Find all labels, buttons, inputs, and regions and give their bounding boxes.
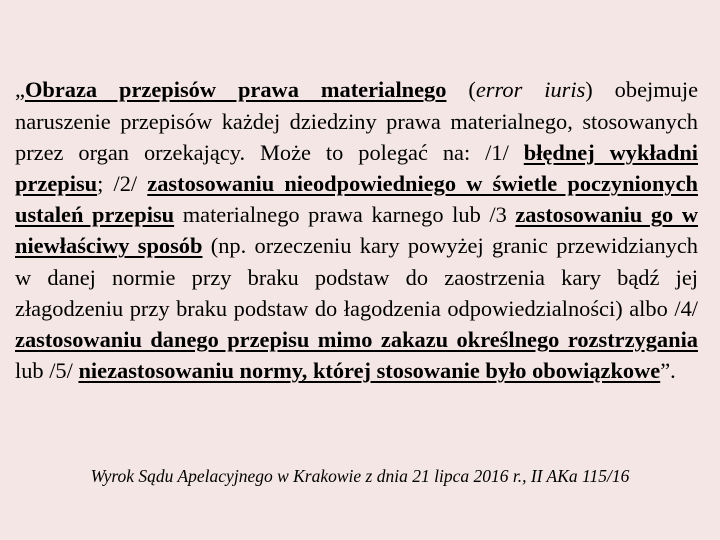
quote-case-3: zastosowaniu go w niewłaściwy sposób [15,202,698,259]
quote-text: ( [446,77,476,103]
quote-text: ) obejmuje naruszenie przepisów każdej dziedziny prawa materialnego, stosowanych przez organ orzekający. Może to polegać na: /1/ [15,77,699,165]
quote-case-1: błędnej wykładni przepisu [15,139,698,196]
quote-text: ; /2/ [97,171,148,196]
quote-latin-term: error iuris [475,77,586,103]
quote-paragraph [15,74,698,386]
quote-text: lub /5/ [15,358,79,384]
quote-case-5: niezastosowaniu normy, której stosowanie było obowiązkowe [78,358,661,384]
quote-text: (np. orzeczeniu kary powyżej granic przewidzianych w danej normie przy braku podstaw do zaostrzenia kary bądź jej złagodzeniu przy braku podstaw do łagodzenia odpowiedzialności) albo /4/ [15,233,698,321]
quote-close-mark: ”. [660,358,676,384]
quote-case-2: zastosowaniu nieodpowiedniego w świetle poczynionych ustaleń przepisu [15,171,698,228]
citation: Wyrok Sądu Apelacyjnego w Krakowie z dnia 21 lipca 2016 r., II AKa 115/16 [90,466,630,486]
quote-open-mark: „ [15,77,25,103]
quote-text: materialnego prawa karnego lub /3 [174,202,516,228]
quote-case-4: zastosowaniu danego przepisu mimo zakazu określnego rozstrzygania [15,327,698,353]
quote-term: Obraza przepisów prawa materialnego [24,77,447,103]
